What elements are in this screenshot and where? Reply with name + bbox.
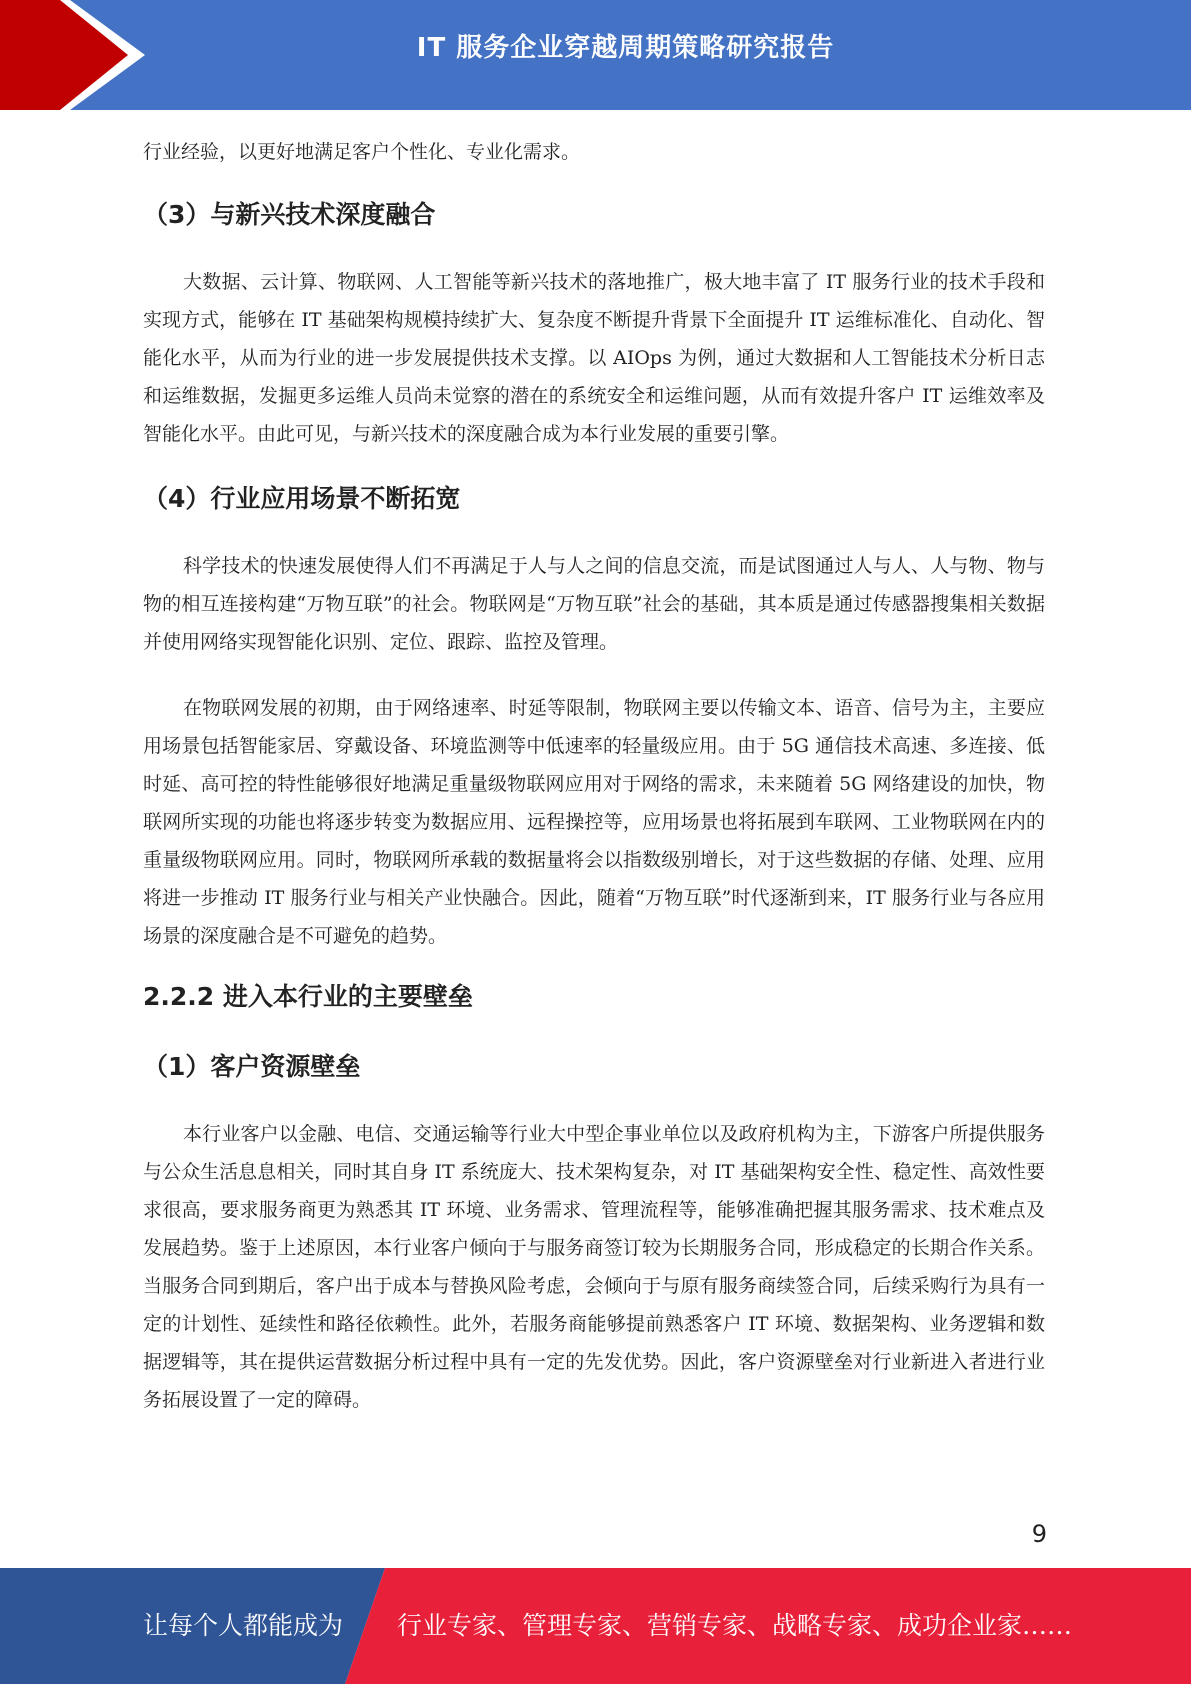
page-footer xyxy=(0,1568,1191,1684)
main-content xyxy=(143,133,1045,1419)
footer-slogan-left: 让每个人都能成为 xyxy=(143,1611,344,1640)
paragraph-new-tech: 大数据、云计算、物联网、人工智能等新兴技术的落地推广，极大地丰富了 IT 服务行业的技术手段和实现方式，能够在 IT 基础架构规模持续扩大、复杂度不断提升背景下全面提升 IT 运维标准化、自动化、智能化水平，从而为行业的进一步发展提供技术支撑。以 AIOps 为例，通过大数据和人工智能技术分析日志和运维数据，发掘更多运维人员尚未觉察的潜在的系统安全和运维问题，从而有效提升客户 IT 运维效率及智能化水平。由此可见，与新兴技术的深度融合成为本行业发展的重要引擎。 xyxy=(143,271,1045,445)
paragraph-customer-barrier: 本行业客户以金融、电信、交通运输等行业大中型企事业单位以及政府机构为主，下游客户所提供服务与公众生活息息相关，同时其自身 IT 系统庞大、技术架构复杂，对 IT 基础架构安全性、稳定性、高效性要求很高，要求服务商更为熟悉其 IT 环境、业务需求、管理流程等，能够准确把握其服务需求、技术难点及发展趋势。鉴于上述原因，本行业客户倾向于与服务商签订较为长期服务合同，形成稳定的长期合作关系。当服务合同到期后，客户出于成本与替换风险考虑，会倾向于与原有服务商续签合同，后续采购行为具有一定的计划性、延续性和路径依赖性。此外，若服务商能够提前熟悉客户 IT 环境、数据架构、业务逻辑和数据逻辑等，其在提供运营数据分析过程中具有一定的先发优势。因此，客户资源壁垒对行业新进入者进行业务拓展设置了一定的障碍。 xyxy=(143,1123,1045,1411)
page-number: 9 xyxy=(1031,1520,1047,1548)
page-header xyxy=(0,0,1191,110)
header-arrow-decoration xyxy=(0,0,160,110)
section-heading-4: （4）行业应用场景不断拓宽 xyxy=(143,484,461,513)
section-heading-3: （3）与新兴技术深度融合 xyxy=(143,200,436,229)
report-title: IT 服务企业穿越周期策略研究报告 xyxy=(416,33,835,63)
paragraph-continuation: 行业经验，以更好地满足客户个性化、专业化需求。 xyxy=(143,141,581,163)
section-heading-1: （1）客户资源壁垒 xyxy=(143,1052,361,1081)
paragraph-iot-intro: 科学技术的快速发展使得人们不再满足于人与人之间的信息交流，而是试图通过人与人、人与物、物与物的相互连接构建“万物互联”的社会。物联网是“万物互联”社会的基础，其本质是通过传感器搜集相关数据并使用网络实现智能化识别、定位、跟踪、监控及管理。 xyxy=(143,555,1045,653)
paragraph-iot-5g: 在物联网发展的初期，由于网络速率、时延等限制，物联网主要以传输文本、语音、信号为主，主要应用场景包括智能家居、穿戴设备、环境监测等中低速率的轻量级应用。由于 5G 通信技术高速、多连接、低时延、高可控的特性能够很好地满足重量级物联网应用对于网络的需求，未来随着 5G 网络建设的加快，物联网所实现的功能也将逐步转变为数据应用、远程操控等，应用场景也将拓展到车联网、工业物联网在内的重量级物联网应用。同时，物联网所承载的数据量将会以指数级别增长，对于这些数据的存储、处理、应用将进一步推动 IT 服务行业与相关产业快融合。因此，随着“万物互联”时代逐渐到来，IT 服务行业与各应用场景的深度融合是不可避免的趋势。 xyxy=(143,697,1045,947)
footer-slogan-right: 行业专家、管理专家、营销专家、战略专家、成功企业家…… xyxy=(397,1611,1073,1640)
subsection-heading-2-2-2: 2.2.2 进入本行业的主要壁垒 xyxy=(143,982,473,1011)
